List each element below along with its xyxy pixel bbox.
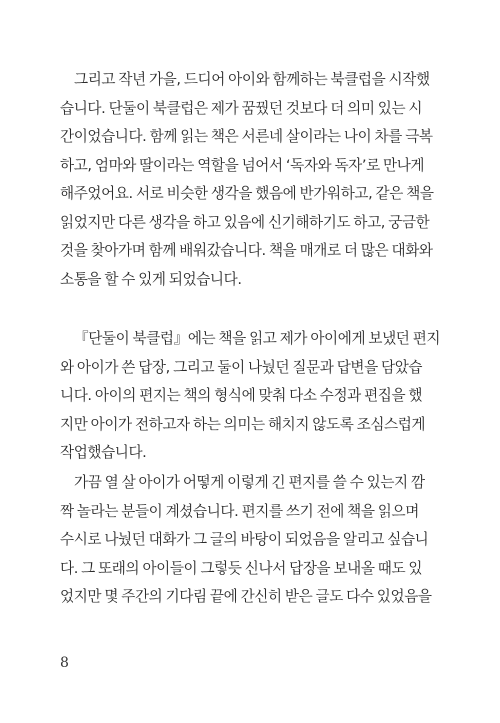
- paragraph-book-contents: [60, 325, 450, 468]
- text-line: 그리고 작년 가을, 드디어 아이와 함께하는 북클럽을 시작했: [74, 71, 430, 88]
- text-line: 니다. 아이의 편지는 책의 형식에 맞춰 다소 수정과 편집을 했: [60, 387, 423, 404]
- text-line: 『단둘이 북클럽』에는 책을 읽고 제가 아이에게 보냈던 편지: [74, 330, 441, 347]
- text-line: 하고, 엄마와 딸이라는 역할을 넘어서 ‘독자와 독자’로 만나게: [60, 156, 425, 174]
- text-line: 와 아이가 쓴 답장, 그리고 둘이 나눴던 질문과 답변을 담았습: [60, 358, 423, 376]
- text-line: 지만 아이가 전하고자 하는 의미는 해치지 않도록 조심스럽게: [60, 415, 426, 433]
- paragraph-letters-background: [60, 469, 450, 612]
- text-line: 었지만 몇 주간의 기다림 끝에 간신히 받은 글도 다수 있었음을: [60, 588, 432, 605]
- text-line: 소통을 할 수 있게 되었습니다.: [60, 270, 242, 288]
- text-line: 해주었어요. 서로 비슷한 생각을 했음에 반가워하고, 같은 책을: [60, 185, 434, 202]
- text-line: 짝 놀라는 분들이 계셨습니다. 편지를 쓰기 전에 책을 읽으며: [60, 502, 419, 520]
- page-number: 8: [60, 655, 69, 671]
- text-line: 습니다. 단둘이 북클럽은 제가 꿈꿨던 것보다 더 의미 있는 시: [60, 99, 423, 117]
- text-line: 다. 그 또래의 아이들이 그렇듯 신나서 답장을 보내올 때도 있: [60, 559, 423, 577]
- text-line: 가끔 열 살 아이가 어떻게 이렇게 긴 편지를 쓸 수 있는지 깜: [74, 474, 425, 491]
- text-line: 것을 찾아가며 함께 배워갔습니다. 책을 매개로 더 많은 대화와: [60, 242, 433, 259]
- paragraph-book-club-start: [60, 66, 450, 294]
- text-line: 간이었습니다. 함께 읽는 책은 서른네 살이라는 나이 차를 극복: [60, 128, 433, 145]
- text-line: 작업했습니다.: [60, 444, 147, 461]
- text-line: 수시로 나눴던 대화가 그 글의 바탕이 되었음을 알리고 싶습니: [60, 531, 429, 548]
- text-line: 읽었지만 다른 생각을 하고 있음에 신기해하기도 하고, 궁금한: [60, 213, 430, 231]
